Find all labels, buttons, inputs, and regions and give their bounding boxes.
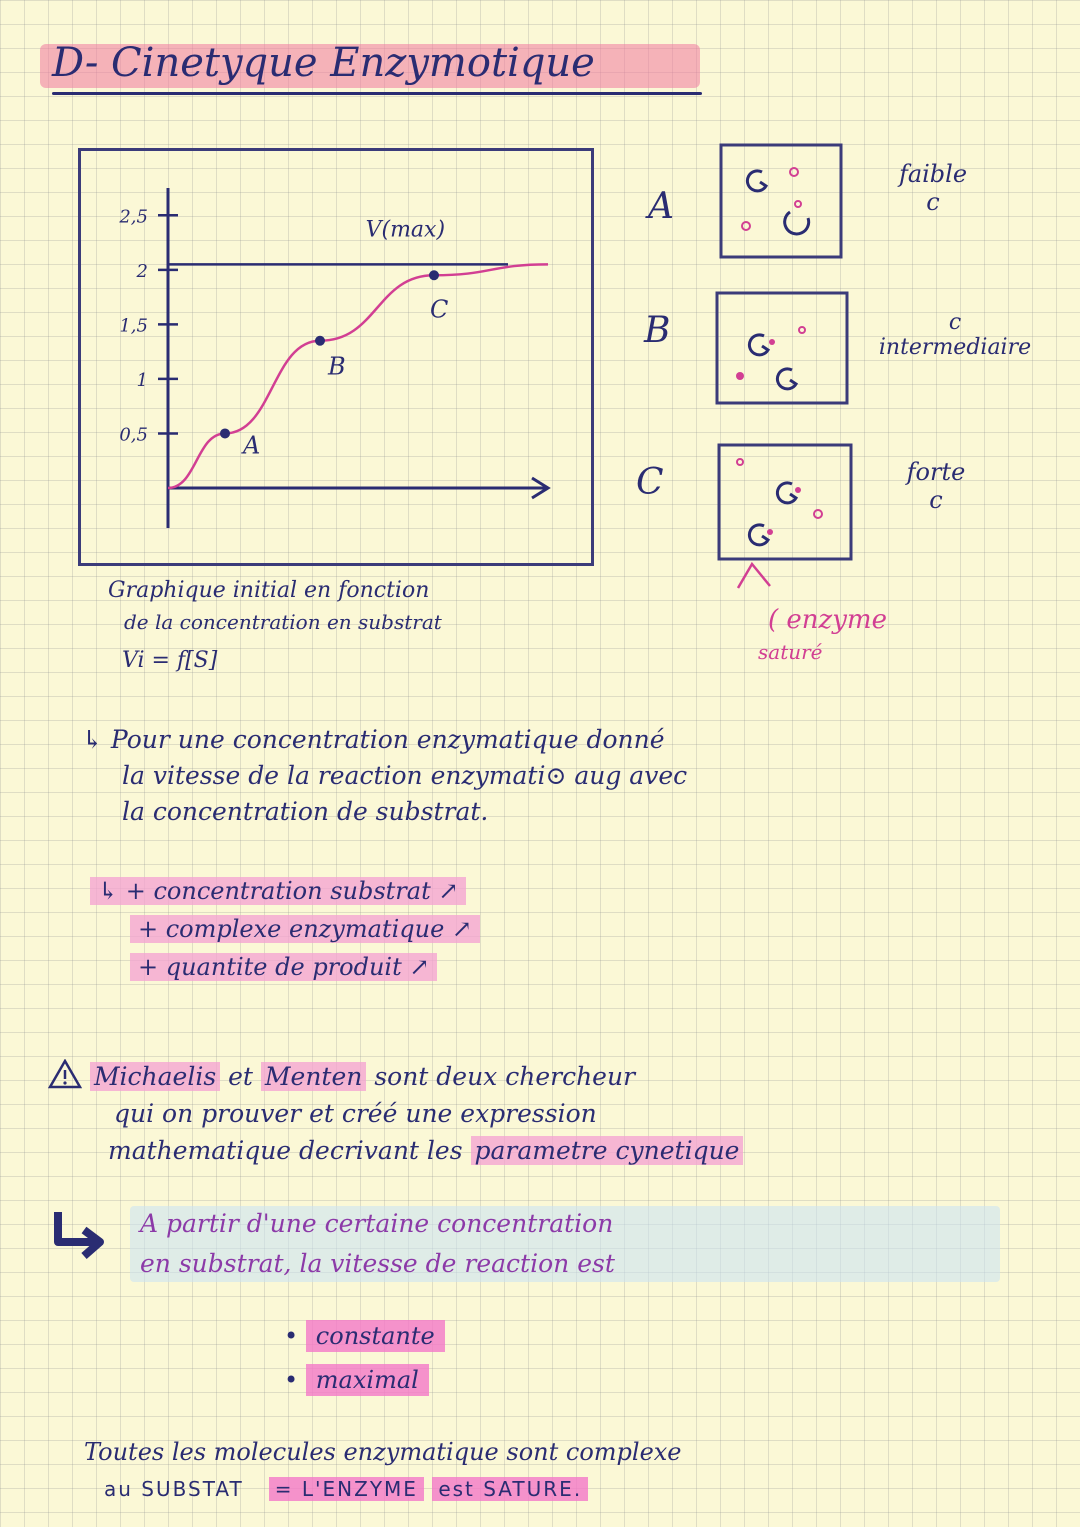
graph-caption-line2: de la concentration en substrat [124, 610, 442, 634]
arrow-down-right-icon [44, 1206, 114, 1276]
bullet-constant: • constante [284, 1322, 445, 1350]
graph-caption-line1: Graphique initial en fonction [108, 578, 430, 603]
substrate-dot [795, 201, 801, 207]
substrate-dot [790, 168, 798, 176]
warning-paragraph: Michaelis et Menten sont deux chercheur qui on prouver et créé une expression mathematique decrivant les parametre cynetique [48, 1058, 1038, 1169]
warning-icon [48, 1059, 82, 1089]
substrate-dot [769, 339, 775, 345]
row-label-c: C [636, 462, 664, 503]
enzyme-box-a [718, 142, 846, 262]
substrate-dot [814, 510, 822, 518]
list-item: + complexe enzymatique ↗ [130, 915, 480, 943]
note-b: c intermediaire [878, 310, 1032, 360]
data-point-a [220, 428, 230, 438]
vmax-label: V(max) [365, 217, 446, 243]
substrate-dot [736, 372, 744, 380]
y-tick-label: 1,5 [119, 315, 148, 337]
paragraph-enzyme-concentration: ↳ Pour une concentration enzymatique donné la vitesse de la reaction enzymati⊙ aug avec la concentration de substrat. [82, 725, 688, 826]
row-label-b: B [644, 310, 671, 351]
data-point-c [429, 270, 439, 280]
y-tick-label: 0,5 [119, 424, 148, 446]
enzyme-icon [749, 483, 796, 545]
y-tick-label: 2,5 [119, 206, 148, 228]
note-c: forte c [906, 458, 966, 514]
paragraph-saturation: A partir d'une certaine concentration en substrat, la vitesse de reaction est [140, 1209, 615, 1278]
enzyme-box-c [716, 442, 854, 562]
y-tick-label: 1 [136, 369, 148, 391]
substrate-dot [795, 487, 801, 493]
title-underline [52, 92, 702, 95]
graph-caption-formula: Vi = f[S] [122, 648, 218, 673]
list-item: + quantite de produit ↗ [130, 953, 437, 981]
substrate-dot [737, 459, 743, 465]
substrate-dot [799, 327, 805, 333]
data-point-label: A [243, 431, 261, 460]
michaelis-name: Michaelis [90, 1062, 220, 1091]
final-line1: Toutes les molecules enzymatique sont complexe [84, 1438, 682, 1466]
y-tick-label: 2 [136, 260, 148, 282]
kinetics-chart [78, 148, 594, 566]
data-point-label: B [328, 352, 346, 381]
bullet-maximal: • maximal [284, 1366, 429, 1394]
enzyme-note-line1: ( enzyme [768, 605, 887, 635]
enzyme-box-b [714, 290, 852, 408]
row-label-a: A [648, 186, 674, 227]
final-line2: au SUBSTAT = L'ENZYME est SATURE. [104, 1477, 588, 1501]
data-point-label: C [430, 295, 449, 324]
list-item: ↳ + concentration substrat ↗ [90, 877, 466, 905]
menten-name: Menten [261, 1062, 366, 1091]
velocity-curve [168, 264, 548, 488]
page-title: D- Cinetyque Enzymotique [52, 40, 595, 86]
enzyme-note-line2: saturé [758, 640, 823, 664]
substrate-dot [742, 222, 750, 230]
substrate-dot [767, 529, 773, 535]
data-point-b [315, 336, 325, 346]
kinetic-parameters: parametre cynetique [471, 1136, 744, 1165]
arrow-up-icon [730, 556, 790, 596]
note-a: faible c [898, 160, 968, 216]
increase-list [90, 872, 480, 986]
